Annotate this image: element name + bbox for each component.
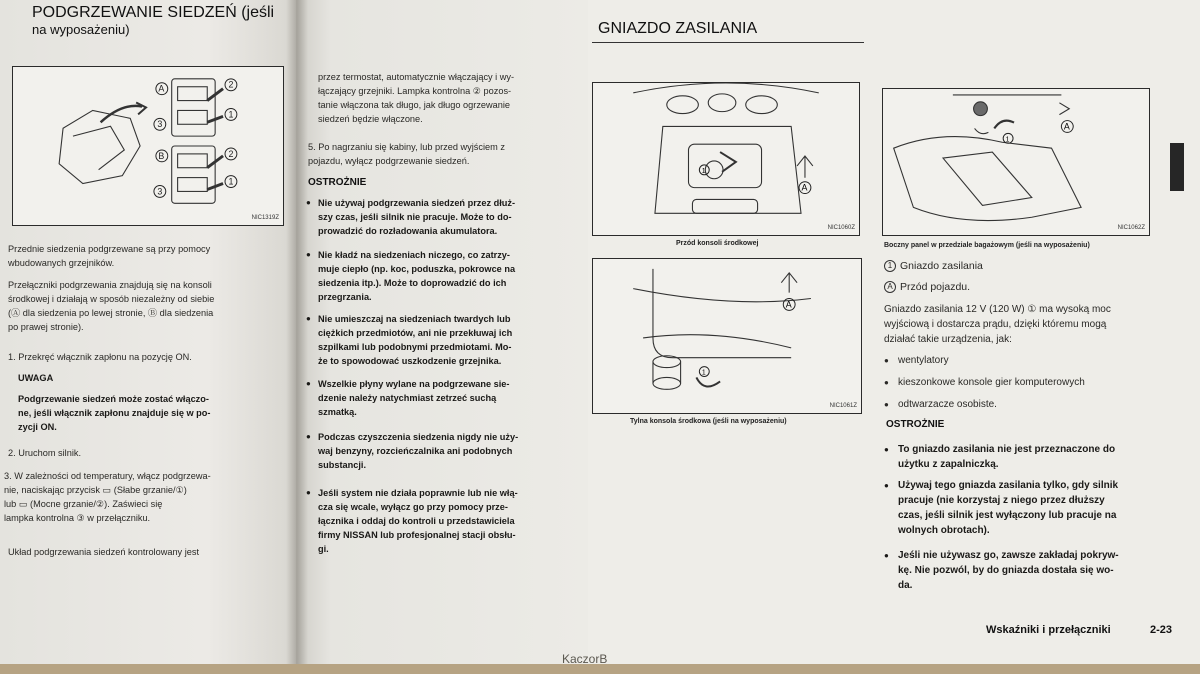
left-last-paragraph: Układ podgrzewania siedzeń kontrolowany jest: [8, 547, 200, 557]
middle-step-5: 5. Po nagrzaniu się kabiny, lub przed wyjściem z pojazdu, wyłącz podgrzewanie siedzeń.: [308, 142, 505, 166]
fig2-label-a: A: [785, 299, 792, 310]
fig1-label-one: 1: [701, 167, 706, 175]
left-paragraph-2: Przełączniki podgrzewania znajdują się na konsoli środkowej i działają w sposób niezależny od siebie (Ⓐ dla siedzenia po lewej stronie, Ⓑ dla siedzenia po prawej stronie).: [8, 280, 215, 332]
label-b: B: [158, 150, 165, 161]
right-paragraph-1: Gniazdo zasilania 12 V (120 W) ① ma wysoką moc wyjściową i dostarcza prądu, dzięki któremu mogą działać takie urządzenia, jak:: [884, 304, 1111, 345]
right-caution-header: OSTROŻNIE: [886, 419, 945, 430]
label-three-b: 3: [157, 186, 163, 197]
section-title: PODGRZEWANIE SIEDZEŃ (jeśli: [32, 4, 275, 21]
device-players: ● odtwarzacze osobiste.: [884, 397, 997, 412]
label-one-b: 1: [228, 176, 234, 187]
device-game-consoles: ● kieszonkowe konsole gier komputerowych: [884, 375, 1085, 390]
warning-bullet-2: ● Używaj tego gniazda zasilania tylko, gdy silnik pracuje (nie korzystaj z niego przez dłuższy czas, jeśli silnik jest wyłączony lub pracuje na wolnych obrotach).: [884, 478, 1118, 538]
caution-bullet-3: ● Nie umieszczaj na siedzeniach twardych lub ciężkich przedmiotów, ani nie przekłuwaj ich szpilkami lub podobnymi przedmiotami. Mo- że to spowodować uszkodzenie grzejnika.: [306, 312, 512, 368]
cargo-panel-illustration: [883, 89, 1149, 235]
cargo-panel-figure: [882, 88, 1150, 236]
chapter-thumb-tab: [1170, 143, 1184, 191]
warning-bullet-1: ● To gniazdo zasilania nie jest przeznaczone do użytku z zapalniczką.: [884, 442, 1115, 472]
watermark: KaczorB: [562, 652, 608, 666]
left-step-1: 1. Przekręć włącznik zapłonu na pozycję ON.: [8, 352, 192, 362]
label-a: A: [158, 83, 165, 94]
label-two-b: 2: [228, 148, 234, 159]
legend-one-marker: 1: [884, 260, 896, 272]
caution-bullet-5: ● Podczas czyszczenia siedzenia nigdy nie uży- waj benzyny, rozcieńczalnika ani podobnych substancji.: [306, 430, 518, 472]
label-three: 3: [157, 119, 163, 130]
fig1-caption: Przód konsoli środkowej: [676, 240, 759, 247]
middle-caution-header: OSTROŻNIE: [308, 177, 367, 188]
fig1-code: NIC1060Z: [827, 225, 855, 231]
legend-power-socket: 1 Gniazdo zasilania: [884, 260, 983, 272]
caution-bullet-2: ● Nie kładź na siedzeniach niczego, co zatrzy- muje ciepło (np. koc, poduszka, pokrowce na siedzenia itp.). Może to doprowadzić do ich przegrzania.: [306, 248, 515, 304]
section-title-right: GNIAZDO ZASILANIA: [598, 20, 758, 37]
front-console-illustration: [593, 83, 859, 235]
fig3-code: NIC1062Z: [1117, 225, 1145, 231]
legend-vehicle-front: A Przód pojazdu.: [884, 281, 970, 293]
left-paragraph-1: Przednie siedzenia podgrzewane są przy pomocy wbudowanych grzejników.: [8, 244, 211, 268]
fig3-label-a: A: [1063, 121, 1070, 132]
warning-bullet-3: ● Jeśli nie używasz go, zawsze zakładaj pokryw- kę. Nie pozwól, by do gniazda dostała się wo- da.: [884, 548, 1119, 593]
fig3-caption: Boczny panel w przedziale bagażowym (jeśli na wyposażeniu): [884, 242, 1090, 249]
caution-bullet-6: ● Jeśli system nie działa poprawnie lub nie włą- cza się wcale, wyłącz go przy pomocy prze- łącznika i oddaj do kontroli u przedstawiciela firmy NISSAN lub profesjonalnej stacji obsłu- gi.: [306, 486, 518, 556]
rear-console-figure: [592, 258, 862, 414]
uwaga-header: UWAGA: [18, 373, 54, 383]
footer-page-number: 2-23: [1150, 624, 1173, 636]
device-fans: ● wentylatory: [884, 353, 949, 368]
fig2-code: NIC1061Z: [829, 403, 857, 409]
front-console-figure: [592, 82, 860, 236]
title-rule: [592, 42, 864, 43]
seat-heater-illustration: [13, 67, 283, 225]
label-two: 2: [228, 79, 234, 90]
section-subtitle: na wyposażeniu): [32, 22, 130, 37]
caution-bullet-4: ● Wszelkie płyny wylane na podgrzewane sie- dzenie należy natychmiast zetrzeć suchą szmatką.: [306, 377, 509, 419]
fig3-label-one: 1: [1005, 136, 1010, 144]
rear-console-illustration: [593, 259, 861, 413]
uwaga-text: Podgrzewanie siedzeń może zostać włączo- ne, jeśli włącznik zapłonu znajduje się w po- zycji ON.: [18, 394, 211, 432]
footer-section: Wskaźniki i przełączniki: [986, 624, 1111, 636]
caution-bullet-1: ● Nie używaj podgrzewania siedzeń przez dłuż- szy czas, jeśli silnik nie pracuje. Może to do- prowadzić do rozładowania akumulatora.: [306, 196, 515, 238]
seat-heater-figure: [12, 66, 284, 226]
left-step-3: 3. W zależności od temperatury, włącz podgrzewa- nie, naciskając przycisk ▭ (Słabe grzanie/①) lub ▭ (Mocne grzanie/②). Zaświeci się lampka kontrolna ③ w przełączniku.: [4, 471, 211, 523]
fig1-label-a: A: [801, 182, 808, 193]
figure-code: NIC1319Z: [251, 215, 279, 221]
legend-a-marker: A: [884, 281, 896, 293]
left-step-2: 2. Uruchom silnik.: [8, 448, 82, 458]
label-one: 1: [228, 109, 234, 120]
middle-paragraph-cont: przez termostat, automatycznie włączający i wy- łączający grzejniki. Lampka kontrolna ② pozos- tanie włączona tak długo, jak długo ogrzewanie siedzeń będzie włączone.: [318, 72, 515, 124]
fig2-label-one: 1: [701, 369, 706, 377]
fig2-caption: Tylna konsola środkowa (jeśli na wyposażeniu): [630, 418, 787, 425]
